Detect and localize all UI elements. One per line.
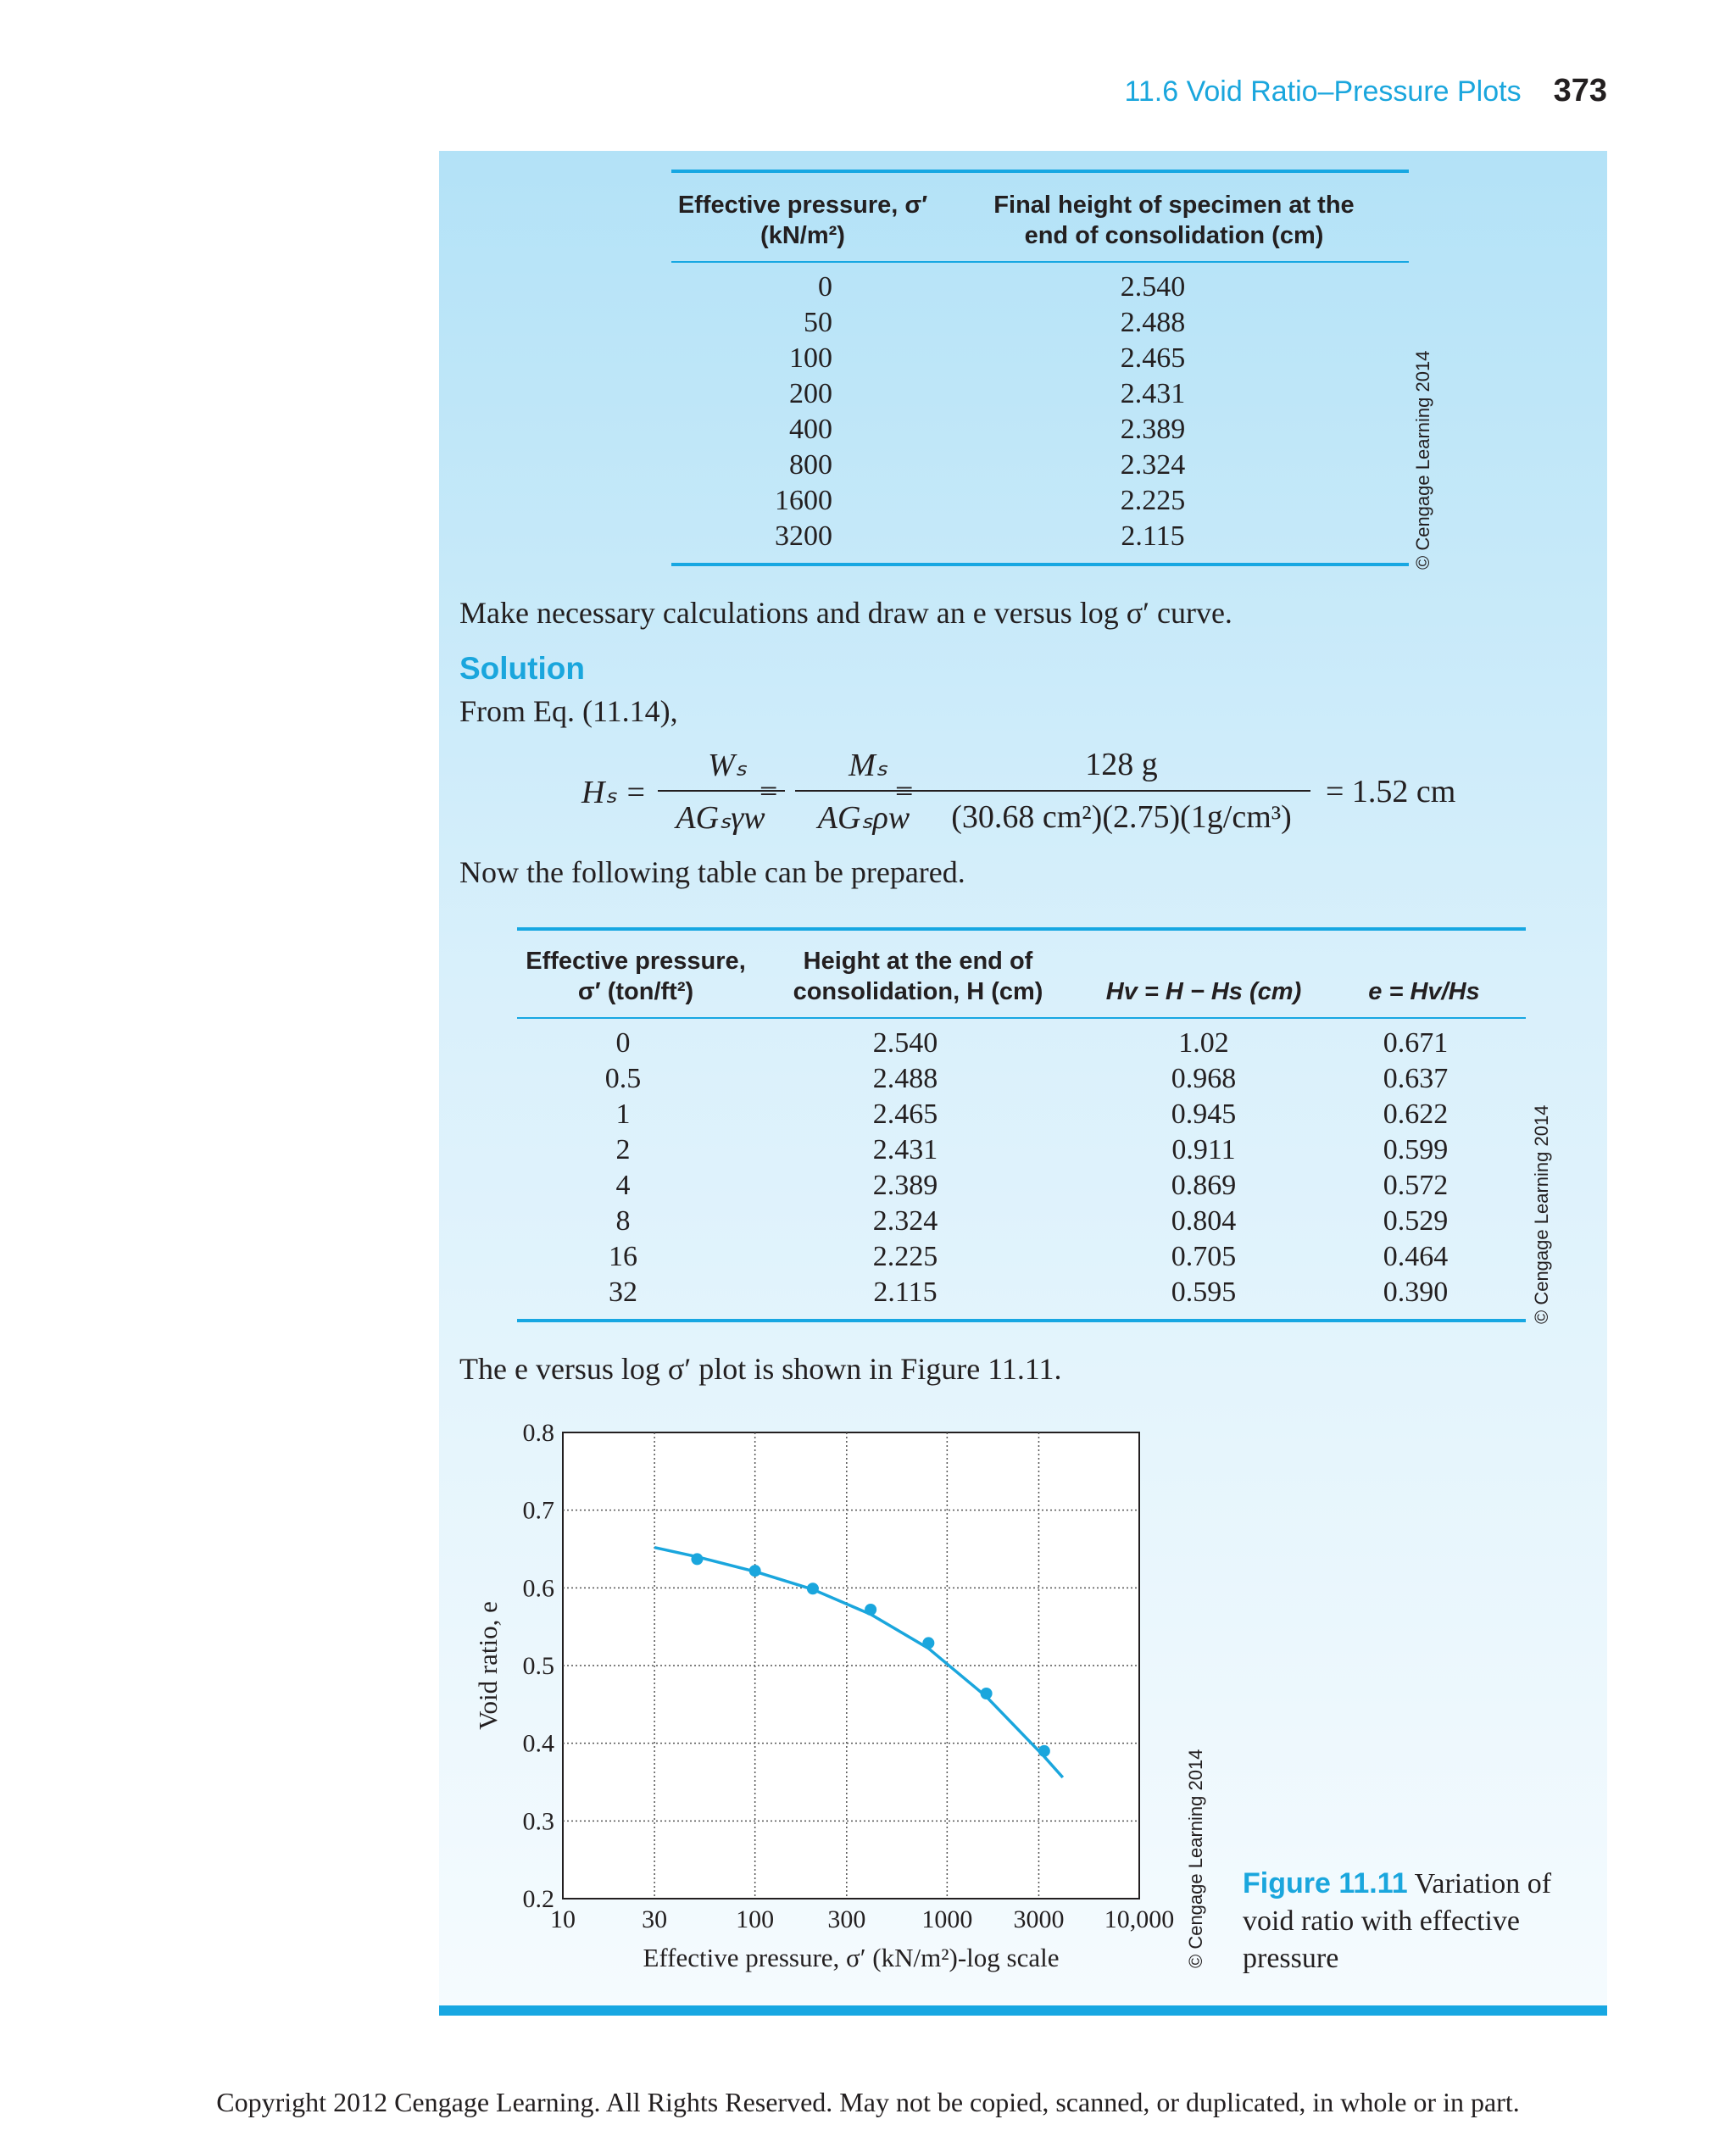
data-point (865, 1604, 876, 1616)
table-2-header-hv: Hv = H − Hs (cm) (1105, 978, 1302, 1005)
page-number: 373 (1553, 73, 1607, 108)
table-1-header-rule (671, 261, 1409, 263)
frac1-denominator: AGₛγw (676, 800, 765, 836)
table-2-cell-hv: 0.945 (1171, 1099, 1237, 1130)
table-2-header-height: Height at the end of consolidation, H (cm) (793, 948, 1043, 1005)
table-2-top-rule (517, 927, 1526, 931)
y-tick-label: 0.3 (522, 1807, 554, 1836)
figure-caption-text: Variation of void ratio with effective pressure (1243, 1868, 1552, 1974)
table-2-cell-pressure: 0 (615, 1027, 631, 1059)
plot-reference-text: The e versus log σ′ plot is shown in Figure 11.11. (459, 1352, 1062, 1386)
table-1-cell-height: 2.488 (1120, 307, 1186, 338)
figure-label: Figure 11.11 (1243, 1867, 1408, 1899)
table-1-cell-height: 2.225 (1120, 485, 1186, 516)
equation-result: = 1.52 cm (1326, 774, 1456, 809)
table-2-cell-height: 2.389 (872, 1170, 938, 1201)
table-2-cell-height: 2.465 (872, 1099, 938, 1130)
data-point (922, 1637, 934, 1649)
frac3-numerator: 128 g (1085, 747, 1158, 782)
y-tick-label: 0.4 (522, 1729, 554, 1758)
frac3-denominator: (30.68 cm²)(2.75)(1g/cm³) (951, 799, 1292, 835)
table-1-cell-height: 2.431 (1120, 378, 1186, 409)
table-2-cell-pressure: 16 (609, 1241, 637, 1272)
table-1-cell-height: 2.389 (1120, 414, 1186, 445)
table-2-cell-e: 0.599 (1383, 1134, 1449, 1165)
x-tick-label: 1000 (921, 1905, 973, 1933)
table-2-cell-e: 0.464 (1383, 1241, 1449, 1272)
table-2-cell-height: 2.431 (872, 1134, 938, 1165)
table-2-cell-height: 2.115 (873, 1277, 938, 1308)
x-tick-label: 30 (642, 1905, 668, 1933)
table-2-cell-hv: 0.911 (1171, 1134, 1236, 1165)
table-1-cell-pressure: 400 (789, 414, 832, 445)
data-point (807, 1582, 819, 1594)
table-1-cell-height: 2.465 (1120, 342, 1186, 374)
table-2-bottom-rule (517, 1319, 1526, 1322)
table-2-cell-height: 2.488 (872, 1063, 938, 1094)
copyright-footer: Copyright 2012 Cengage Learning. All Rights Reserved. May not be copied, scanned, or duplicated, in whole or in part. (216, 2087, 1520, 2117)
table-2-cell-hv: 0.869 (1171, 1170, 1237, 1201)
table-1-top-rule (671, 170, 1409, 173)
frac2-numerator: Mₛ (849, 748, 887, 783)
void-ratio-chart (458, 1407, 1221, 2000)
table-2-cell-hv: 0.595 (1171, 1277, 1237, 1308)
table-1-cell-pressure: 1600 (775, 485, 832, 516)
frac2-denominator: AGₛρw (817, 800, 910, 836)
equals-2: = (895, 774, 914, 809)
table-2-cell-hv: 1.02 (1178, 1027, 1229, 1059)
figure-copyright: © Cengage Learning 2014 (1185, 1749, 1206, 1968)
frac1-numerator: Wₛ (708, 748, 747, 783)
panel-bottom-rule (439, 2005, 1607, 2016)
table-2-cell-hv: 0.968 (1171, 1063, 1237, 1094)
equals-1: = (760, 774, 778, 809)
instruction-text: Make necessary calculations and draw an e versus log σ′ curve. (459, 596, 1232, 630)
table-2-cell-height: 2.324 (872, 1205, 938, 1237)
table-2-cell-pressure: 8 (615, 1205, 631, 1237)
x-tick-label: 3000 (1013, 1905, 1065, 1933)
equation-lhs: Hₛ = (581, 775, 647, 810)
table-2-cell-pressure: 2 (615, 1134, 631, 1165)
table-2-cell-e: 0.637 (1383, 1063, 1449, 1094)
table-1-cell-height: 2.324 (1120, 449, 1186, 481)
x-tick-label: 10,000 (1104, 1905, 1175, 1933)
table-2-copyright: © Cengage Learning 2014 (1531, 1104, 1552, 1324)
table-2-cell-e: 0.529 (1383, 1205, 1449, 1237)
table-1-cell-pressure: 50 (804, 307, 832, 338)
y-axis-label: Void ratio, e (473, 1601, 503, 1730)
data-point (749, 1565, 761, 1577)
table-2-header-e: e = Hv/Hs (1368, 978, 1480, 1005)
x-axis-label: Effective pressure, σ′ (kN/m²)-log scale (643, 1943, 1060, 1972)
table-1-bottom-rule (671, 563, 1409, 566)
y-tick-label: 0.8 (522, 1419, 554, 1447)
table-1-copyright: © Cengage Learning 2014 (1412, 350, 1433, 570)
y-tick-label: 0.7 (522, 1496, 554, 1525)
x-tick-label: 300 (827, 1905, 866, 1933)
table-2-cell-height: 2.225 (872, 1241, 938, 1272)
table-2-cell-e: 0.572 (1383, 1170, 1449, 1201)
data-point (691, 1553, 703, 1565)
table-2-cell-pressure: 32 (609, 1277, 637, 1308)
table-1-cell-height: 2.540 (1120, 271, 1186, 303)
data-point (1038, 1745, 1050, 1757)
table-1-cell-pressure: 200 (789, 378, 832, 409)
table-2-cell-pressure: 1 (615, 1099, 631, 1130)
table-2-cell-e: 0.622 (1383, 1099, 1449, 1130)
table-2-header-pressure: Effective pressure, σ′ (ton/ft²) (526, 948, 746, 1005)
from-eq-text: From Eq. (11.14), (459, 694, 678, 728)
table-1-header-height: Final height of specimen at the end of consolidation (cm) (993, 192, 1355, 249)
table-2-cell-hv: 0.804 (1171, 1205, 1237, 1237)
table-1-cell-pressure: 800 (789, 449, 832, 481)
now-table-text: Now the following table can be prepared. (459, 855, 965, 889)
table-1-cell-pressure: 0 (818, 271, 832, 303)
table-1-cell-pressure: 100 (789, 342, 832, 374)
table-2-header-rule (517, 1017, 1526, 1019)
table-2-cell-pressure: 0.5 (604, 1063, 642, 1094)
x-tick-label: 10 (550, 1905, 576, 1933)
y-tick-label: 0.5 (522, 1652, 554, 1680)
running-head (848, 73, 1607, 115)
table-2-cell-e: 0.671 (1383, 1027, 1449, 1059)
y-tick-label: 0.2 (522, 1885, 554, 1913)
table-2-cell-hv: 0.705 (1171, 1241, 1237, 1272)
solution-heading: Solution (459, 651, 585, 686)
y-tick-label: 0.6 (522, 1574, 554, 1603)
table-1-header-pressure: Effective pressure, σ′ (kN/m²) (677, 192, 928, 249)
figure-caption (1243, 1865, 1599, 1977)
table-2-cell-e: 0.390 (1383, 1277, 1449, 1308)
table-1-cell-height: 2.115 (1121, 520, 1185, 552)
data-point (981, 1688, 993, 1699)
table-2-cell-height: 2.540 (872, 1027, 938, 1059)
x-tick-label: 100 (736, 1905, 775, 1933)
frac3-line (932, 790, 1310, 792)
table-1-cell-pressure: 3200 (775, 520, 832, 552)
section-title: 11.6 Void Ratio–Pressure Plots (1124, 75, 1522, 108)
table-2-cell-pressure: 4 (615, 1170, 631, 1201)
